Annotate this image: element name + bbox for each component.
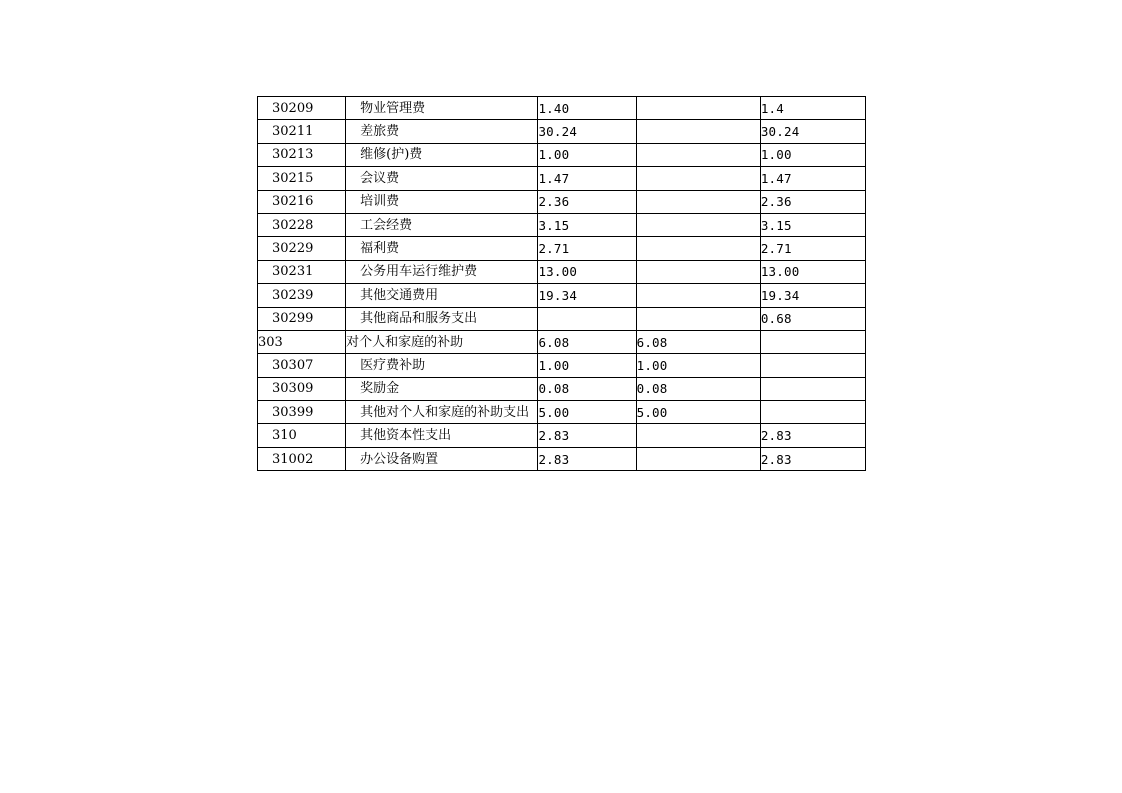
row-total: 2.83 bbox=[538, 424, 636, 447]
row-basic bbox=[636, 167, 760, 190]
row-code: 30209 bbox=[258, 97, 346, 120]
row-basic bbox=[636, 143, 760, 166]
row-code: 303 bbox=[258, 330, 346, 353]
row-basic bbox=[636, 97, 760, 120]
row-project: 13.00 bbox=[760, 260, 865, 283]
row-basic: 5.00 bbox=[636, 401, 760, 424]
row-total: 13.00 bbox=[538, 260, 636, 283]
row-basic bbox=[636, 447, 760, 470]
row-name: 其他交通费用 bbox=[346, 284, 538, 307]
row-basic: 6.08 bbox=[636, 330, 760, 353]
table-row bbox=[258, 237, 866, 260]
row-total: 1.40 bbox=[538, 97, 636, 120]
row-total: 2.71 bbox=[538, 237, 636, 260]
row-basic bbox=[636, 424, 760, 447]
row-basic: 1.00 bbox=[636, 354, 760, 377]
table-row bbox=[258, 284, 866, 307]
row-name: 对个人和家庭的补助 bbox=[346, 330, 538, 353]
row-name: 其他资本性支出 bbox=[346, 424, 538, 447]
row-project bbox=[760, 354, 865, 377]
row-basic bbox=[636, 120, 760, 143]
row-code: 30307 bbox=[258, 354, 346, 377]
budget-expenditure-table bbox=[257, 96, 866, 471]
row-project: 3.15 bbox=[760, 213, 865, 236]
row-total: 3.15 bbox=[538, 213, 636, 236]
row-total: 2.36 bbox=[538, 190, 636, 213]
row-code: 30399 bbox=[258, 401, 346, 424]
table-row bbox=[258, 354, 866, 377]
row-code: 30299 bbox=[258, 307, 346, 330]
row-code: 30215 bbox=[258, 167, 346, 190]
table-row bbox=[258, 120, 866, 143]
row-basic bbox=[636, 307, 760, 330]
row-total bbox=[538, 307, 636, 330]
row-project: 1.00 bbox=[760, 143, 865, 166]
row-project: 19.34 bbox=[760, 284, 865, 307]
row-project: 2.83 bbox=[760, 447, 865, 470]
table-row bbox=[258, 424, 866, 447]
row-name: 其他对个人和家庭的补助支出 bbox=[346, 401, 538, 424]
row-name: 公务用车运行维护费 bbox=[346, 260, 538, 283]
row-basic: 0.08 bbox=[636, 377, 760, 400]
row-project bbox=[760, 401, 865, 424]
row-name: 工会经费 bbox=[346, 213, 538, 236]
row-project: 1.4 bbox=[760, 97, 865, 120]
table-row bbox=[258, 143, 866, 166]
table-row bbox=[258, 377, 866, 400]
row-name: 培训费 bbox=[346, 190, 538, 213]
row-name: 维修(护)费 bbox=[346, 143, 538, 166]
row-basic bbox=[636, 237, 760, 260]
row-name: 医疗费补助 bbox=[346, 354, 538, 377]
row-name: 办公设备购置 bbox=[346, 447, 538, 470]
table-row bbox=[258, 213, 866, 236]
row-code: 30228 bbox=[258, 213, 346, 236]
row-name: 其他商品和服务支出 bbox=[346, 307, 538, 330]
table-row bbox=[258, 447, 866, 470]
row-code: 30231 bbox=[258, 260, 346, 283]
row-total: 0.08 bbox=[538, 377, 636, 400]
row-project bbox=[760, 330, 865, 353]
row-name: 会议费 bbox=[346, 167, 538, 190]
row-basic bbox=[636, 284, 760, 307]
row-project: 2.36 bbox=[760, 190, 865, 213]
row-basic bbox=[636, 260, 760, 283]
table-row bbox=[258, 190, 866, 213]
row-total: 1.47 bbox=[538, 167, 636, 190]
row-code: 310 bbox=[258, 424, 346, 447]
row-basic bbox=[636, 213, 760, 236]
row-project: 2.71 bbox=[760, 237, 865, 260]
row-name: 福利费 bbox=[346, 237, 538, 260]
row-project bbox=[760, 377, 865, 400]
row-code: 30213 bbox=[258, 143, 346, 166]
row-total: 6.08 bbox=[538, 330, 636, 353]
row-code: 30239 bbox=[258, 284, 346, 307]
row-total: 2.83 bbox=[538, 447, 636, 470]
row-code: 30211 bbox=[258, 120, 346, 143]
row-code: 30229 bbox=[258, 237, 346, 260]
row-project: 1.47 bbox=[760, 167, 865, 190]
row-name: 差旅费 bbox=[346, 120, 538, 143]
table-row bbox=[258, 307, 866, 330]
table-row bbox=[258, 401, 866, 424]
row-project: 2.83 bbox=[760, 424, 865, 447]
row-total: 1.00 bbox=[538, 354, 636, 377]
row-total: 19.34 bbox=[538, 284, 636, 307]
row-total: 30.24 bbox=[538, 120, 636, 143]
row-code: 31002 bbox=[258, 447, 346, 470]
row-name: 奖励金 bbox=[346, 377, 538, 400]
row-project: 30.24 bbox=[760, 120, 865, 143]
row-code: 30309 bbox=[258, 377, 346, 400]
table-row-category bbox=[258, 330, 866, 353]
row-code: 30216 bbox=[258, 190, 346, 213]
table-row bbox=[258, 97, 866, 120]
table-row bbox=[258, 260, 866, 283]
row-basic bbox=[636, 190, 760, 213]
row-name: 物业管理费 bbox=[346, 97, 538, 120]
table-row bbox=[258, 167, 866, 190]
row-total: 5.00 bbox=[538, 401, 636, 424]
row-project: 0.68 bbox=[760, 307, 865, 330]
row-total: 1.00 bbox=[538, 143, 636, 166]
